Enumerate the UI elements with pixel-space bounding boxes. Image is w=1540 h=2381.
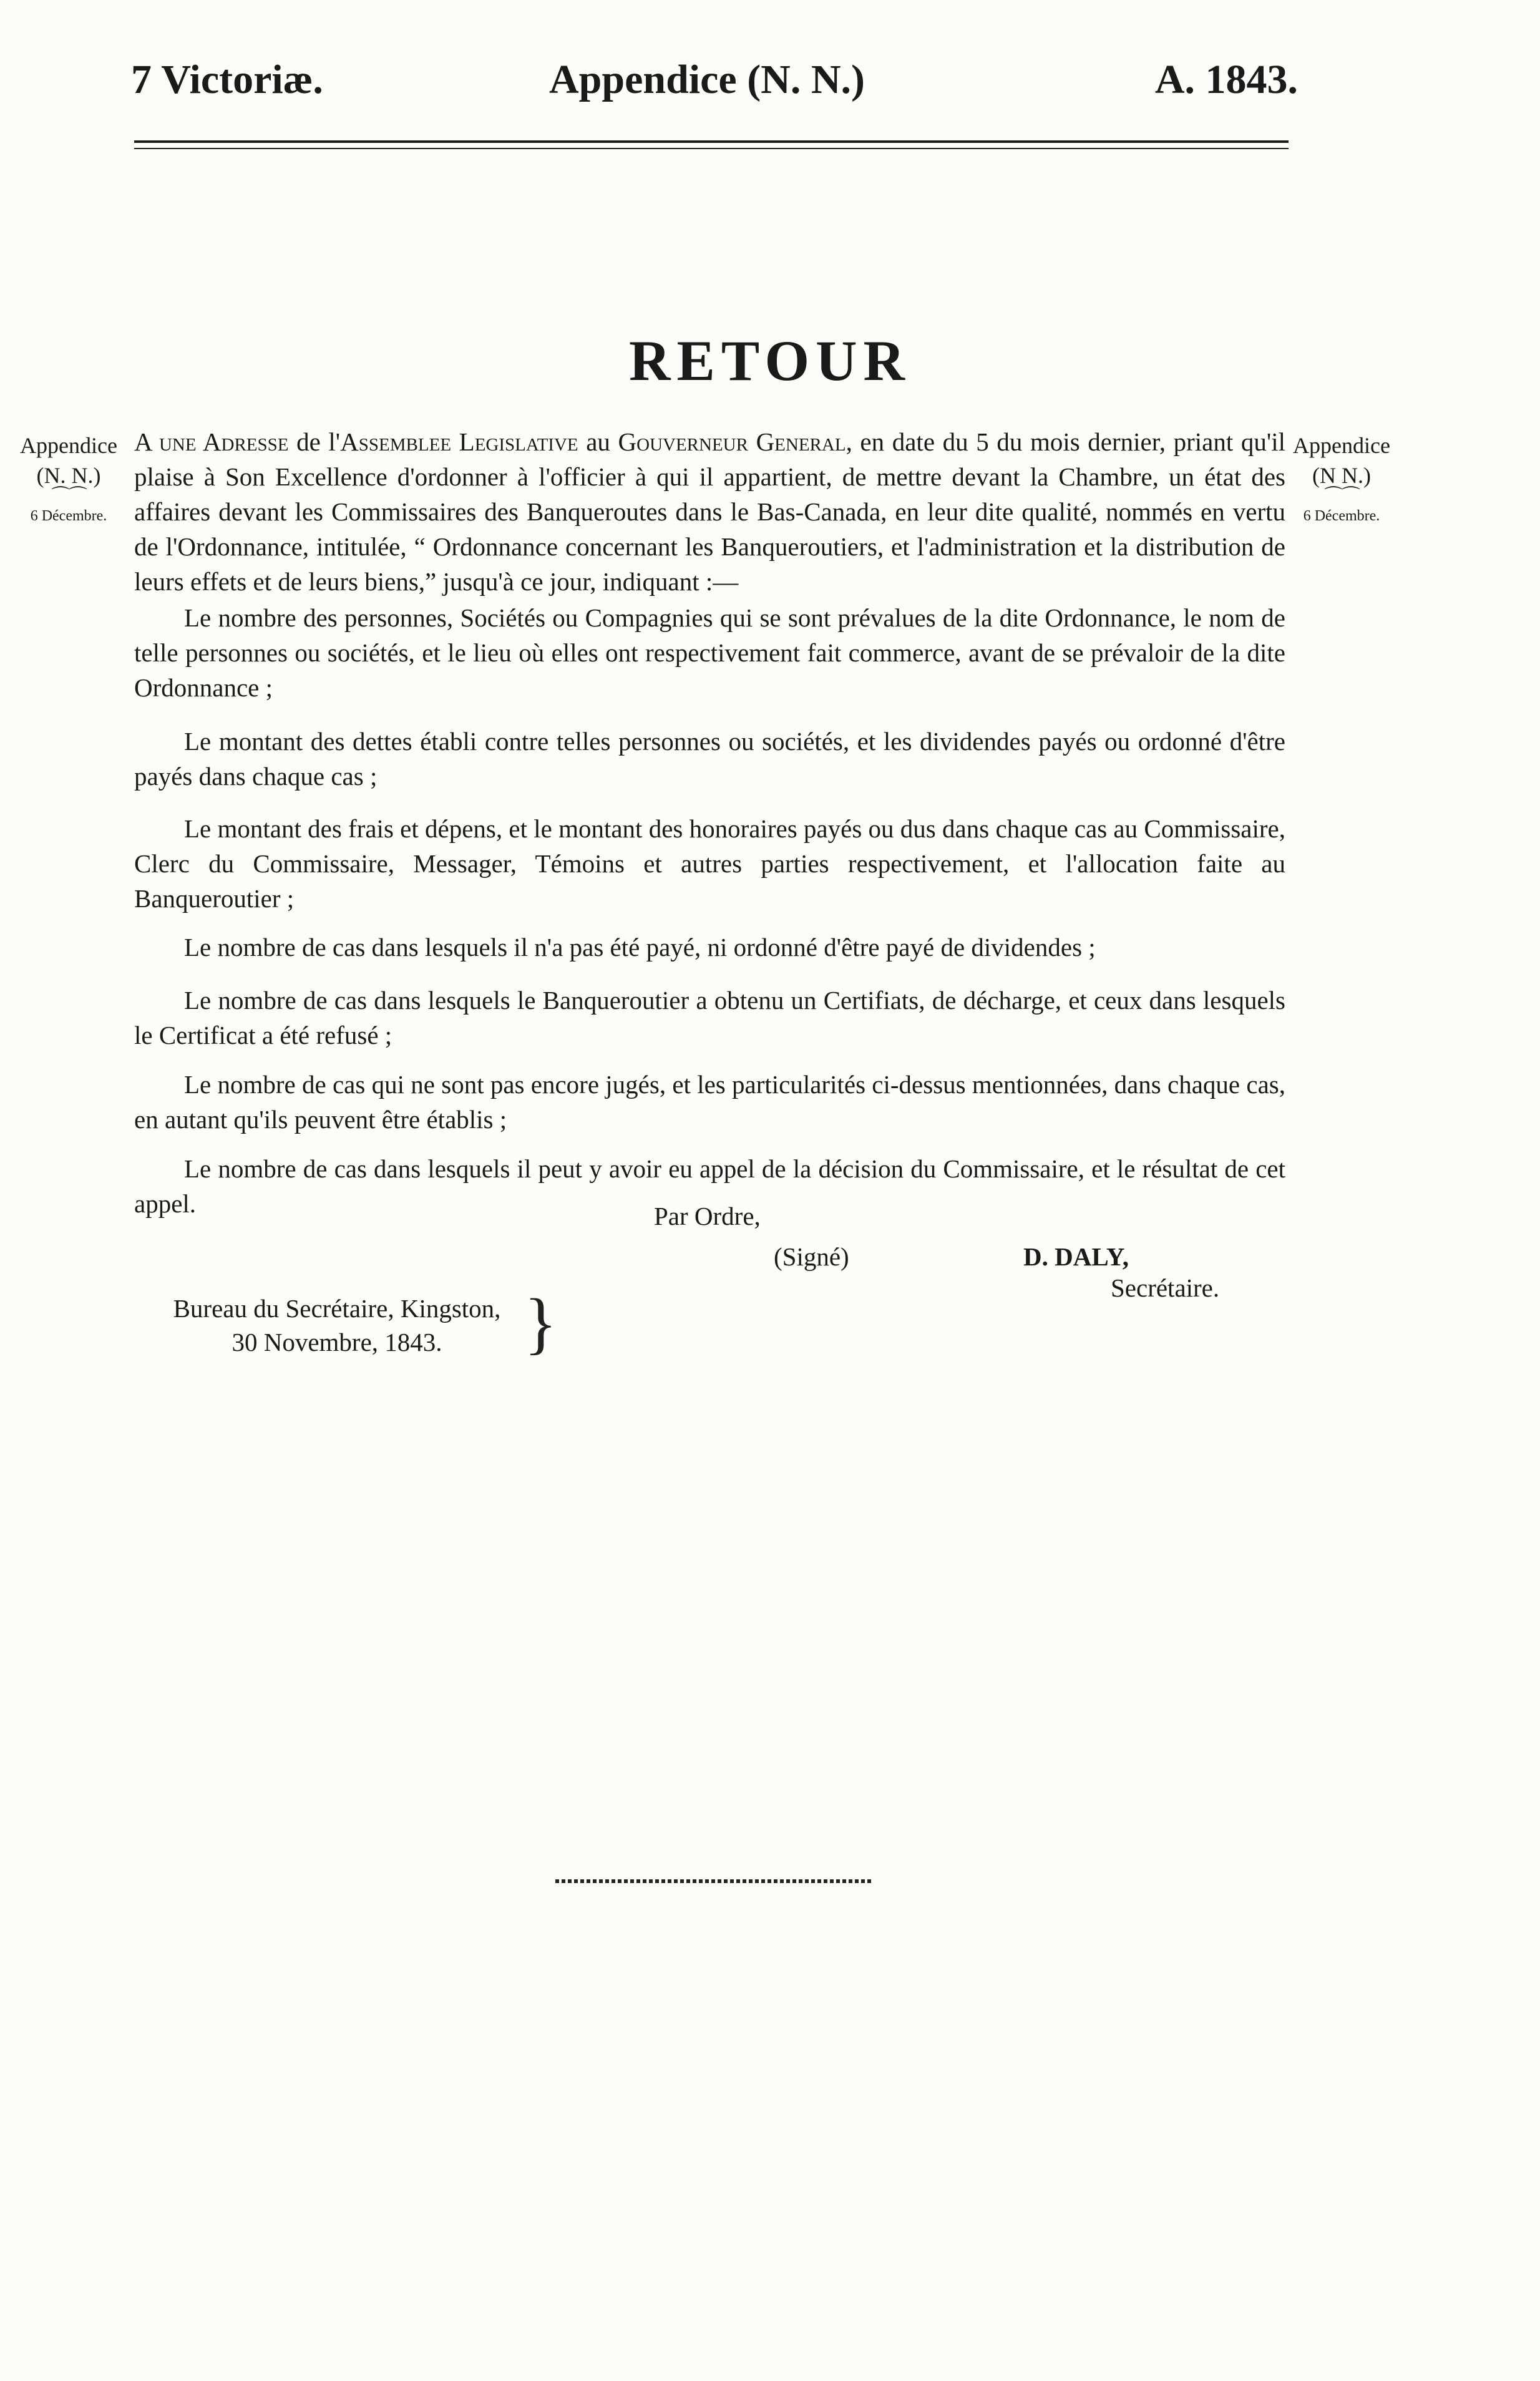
body-paragraph: Le montant des frais et dépens, et le montant des honoraires payés ou dus dans chaque cas au Commissaire, Clerc du Commissaire, Messager, Témoins et autres parties respectivement, et l'allocation faite au Banqueroutier ; [134, 814, 1285, 913]
header-regnal-year: 7 Victoriæ. [131, 57, 323, 102]
intro-assembly: Assemblee Legislative [340, 427, 578, 456]
bureau-line: Bureau du Secrétaire, Kingston, [173, 1294, 501, 1323]
intro-text: de l' [288, 427, 341, 456]
document-title: RETOUR [629, 329, 911, 392]
body-paragraph: Le nombre de cas dans lesquels le Banqueroutier a obtenu un Certifiats, de décharge, et ceux dans lesquels le Certificat a été refusé ; [134, 986, 1285, 1049]
running-header [131, 56, 1298, 112]
margin-ref: (N. N.) [36, 463, 101, 488]
par-ordre: Par Ordre, [654, 1202, 761, 1230]
intro-lead: A une Adresse [134, 427, 289, 456]
intro-governor: Gouverneur General [618, 427, 846, 456]
brace-icon: ⌒⌒ [51, 486, 86, 507]
brace-icon: } [524, 1285, 557, 1361]
body-paragraph: Le nombre de cas dans lesquels il n'a pas été payé, ni ordonné d'être payé de dividendes ; [184, 933, 1096, 962]
header-rule-thick [134, 140, 1289, 143]
margin-note-left [0, 431, 137, 525]
signer-title: Secrétaire. [1111, 1273, 1220, 1302]
margin-label: Appendice [20, 433, 117, 458]
margin-label: Appendice [1293, 433, 1390, 458]
closing-rule [555, 1879, 874, 1883]
header-year: A. 1843. [1154, 57, 1298, 102]
body-paragraph: Le montant des dettes établi contre telles personnes ou sociétés, et les dividendes payés ou ordonné d'être payés dans chaque cas ; [134, 727, 1285, 791]
bureau-address [162, 1292, 512, 1359]
signed-mark: (Signé) [774, 1242, 849, 1271]
margin-ref: (N N.) [1312, 463, 1371, 488]
body-paragraph: Le nombre de cas qui ne sont pas encore jugés, et les particularités ci-dessus mentionnées, dans chaque cas, en autant qu'ils peuvent être établis ; [134, 1070, 1285, 1134]
intro-text: au [578, 427, 618, 456]
margin-note-right [1273, 431, 1410, 525]
margin-date: 6 Décembre. [30, 508, 107, 524]
body-paragraph: Le nombre des personnes, Sociétés ou Compagnies qui se sont prévalues de la dite Ordonnance, le nom de telle personnes ou sociétés, et le lieu où elles ont respectivement fait commerce, avant de se prévaloir de la dite Ordonnance ; [134, 603, 1285, 702]
body-paragraph: Le nombre de cas dans lesquels il peut y avoir eu appel de la décision du Commissaire, et le résultat de cet appel. [134, 1154, 1285, 1218]
brace-icon: ⌒⌒ [1324, 486, 1359, 507]
intro-text: , en date du 5 du mois dernier, priant qu'il plaise à Son Excellence d'ordonner à l'officier à qui il appartient, de mettre devant la Chambre, un état des affaires devant les Commissaires des Banqueroutes dans le Bas-Canada, en leur dite qualité, nommés en vertu de l'Ordonnance, intitulée, “ Ordonnance concernant les Banqueroutiers, et l'administration et la distribution de leurs effets et de leurs biens,” jusqu'à ce jour, indiquant :— [134, 427, 1286, 596]
header-appendix: Appendice (N. N.) [549, 57, 865, 102]
header-rule-thin [134, 148, 1289, 149]
margin-date: 6 Décembre. [1303, 508, 1380, 524]
signer-name: D. DALY, [1023, 1242, 1129, 1271]
intro-paragraph [134, 424, 1285, 599]
bureau-date: 30 Novembre, 1843. [231, 1328, 442, 1356]
